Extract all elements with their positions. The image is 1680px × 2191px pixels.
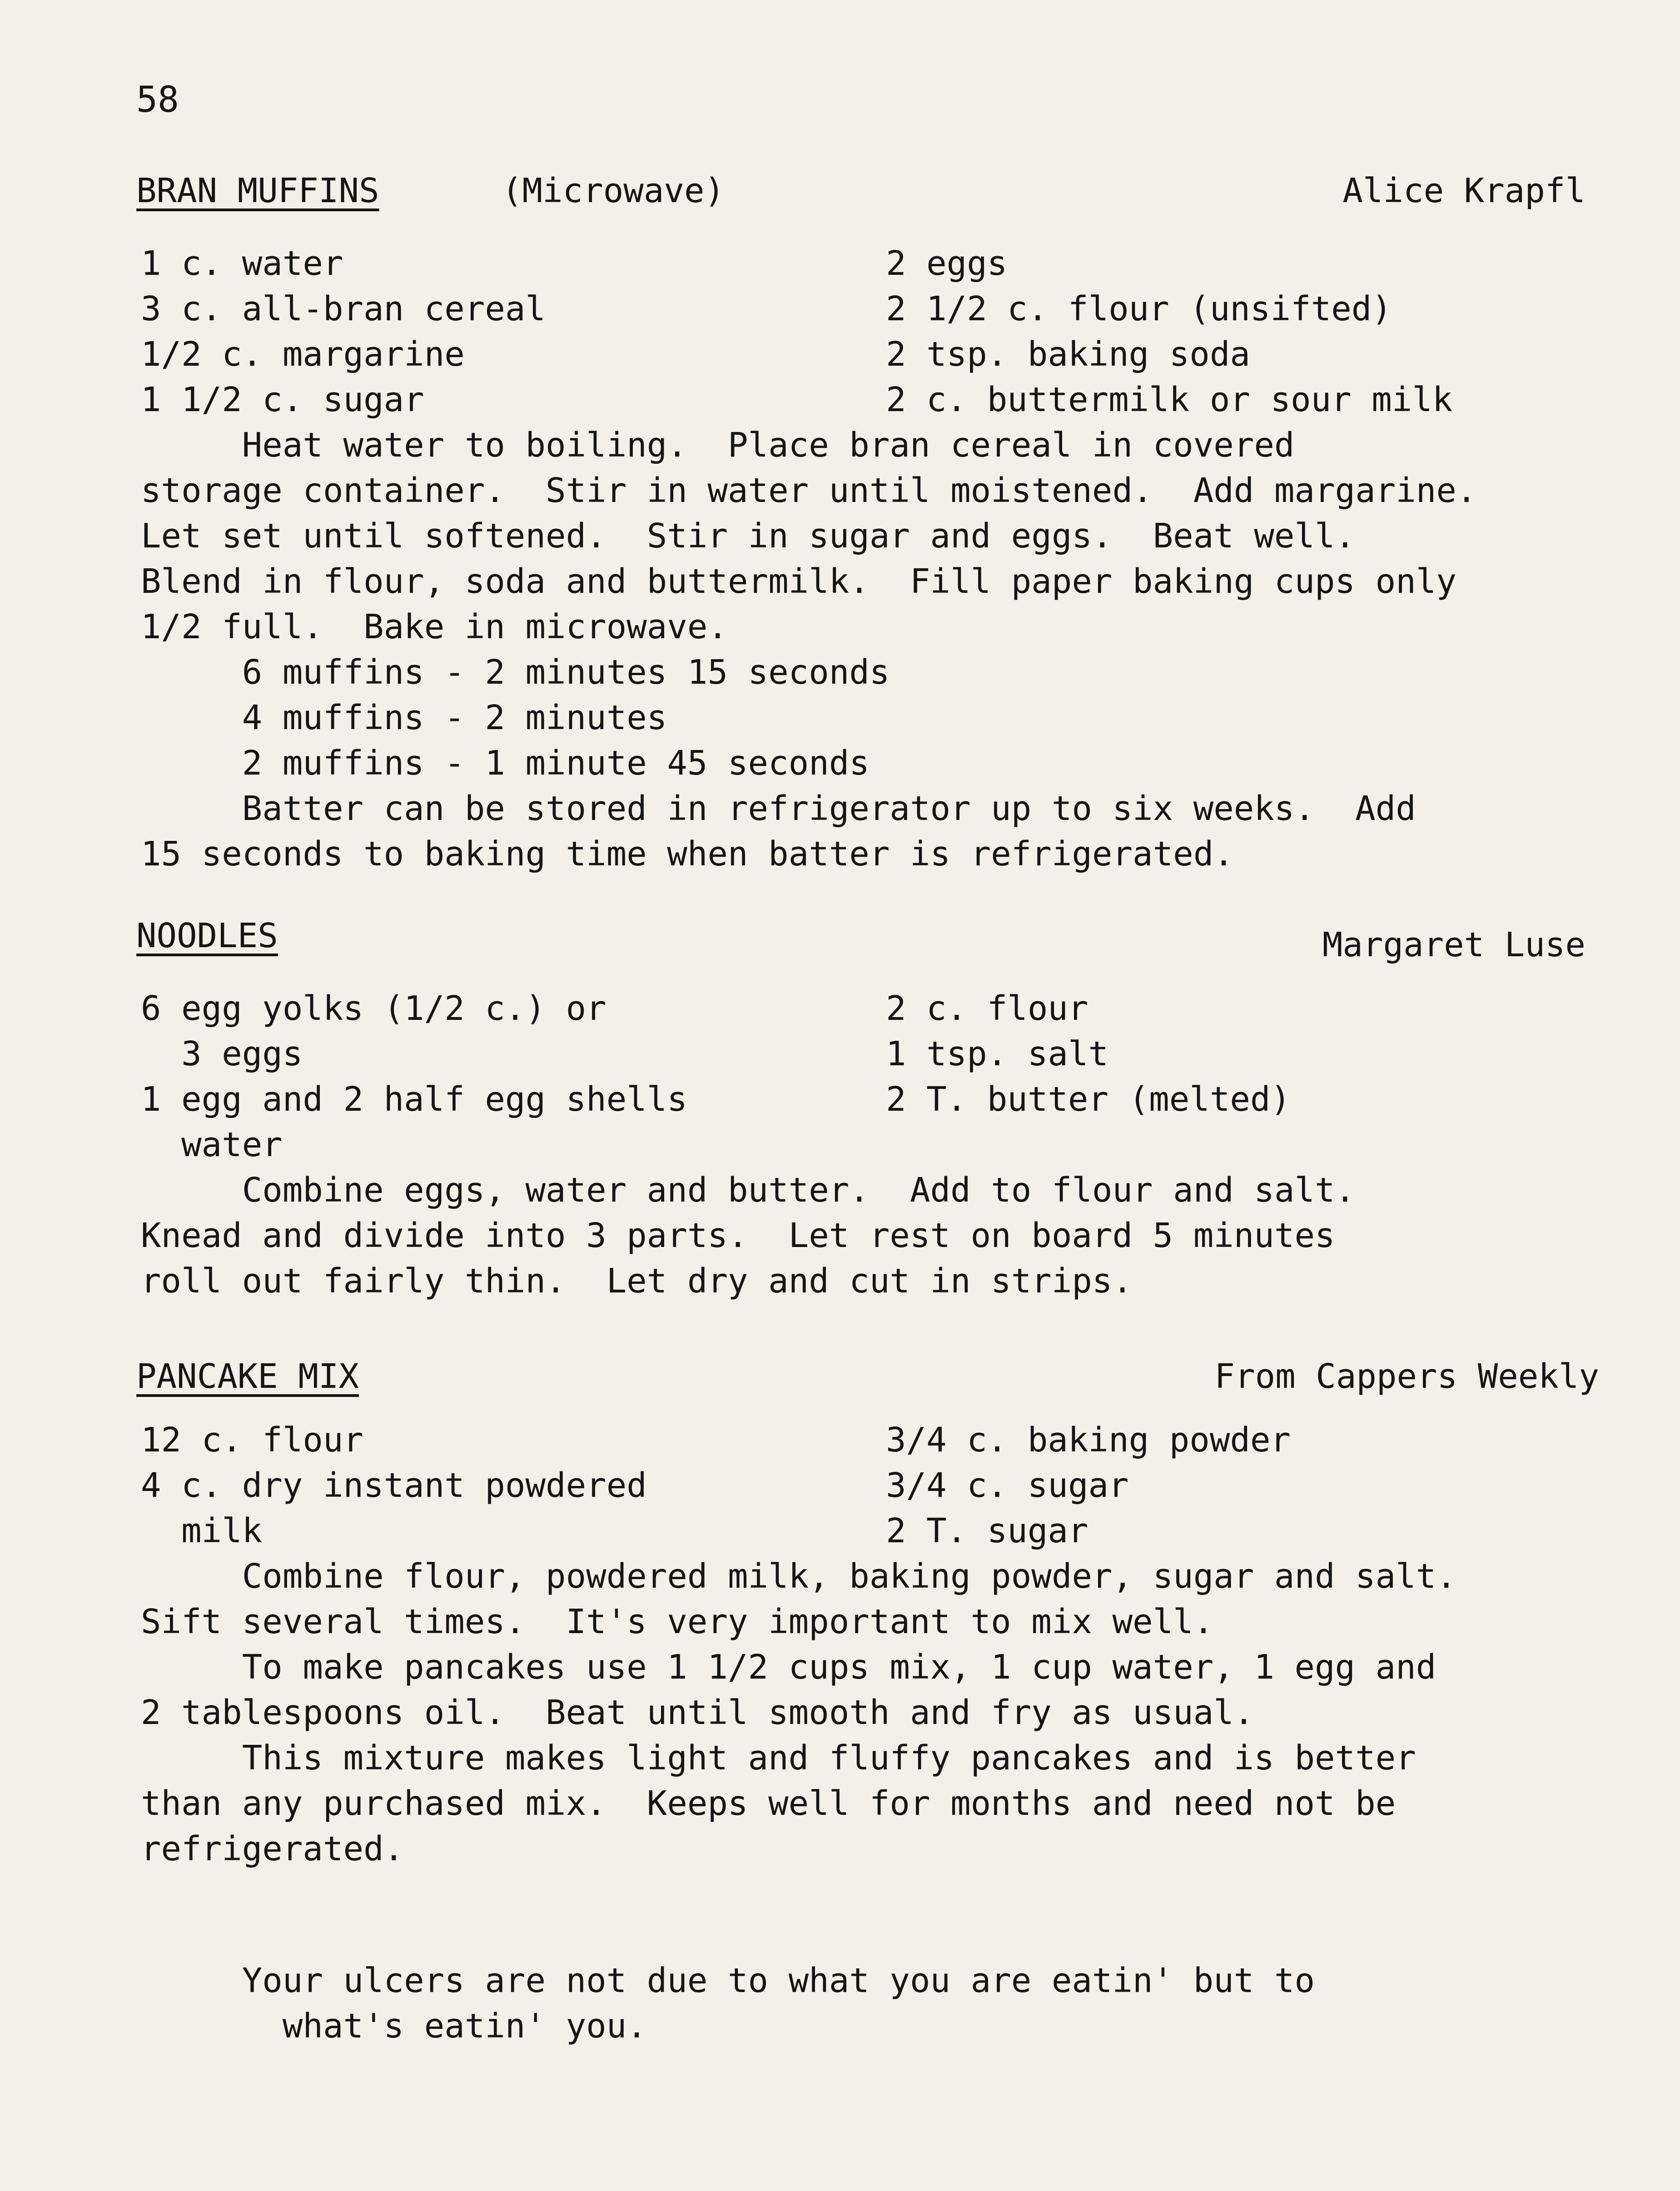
ingredient: 2 tsp. baking soda bbox=[886, 335, 1250, 374]
instruction-line: than any purchased mix. Keeps well for months and need not be bbox=[141, 1784, 1396, 1823]
page-number: 58 bbox=[136, 79, 179, 120]
instruction-line: storage container. Stir in water until moistened. Add margarine. bbox=[141, 471, 1477, 510]
ingredient: 12 c. flour bbox=[141, 1421, 364, 1460]
ingredient: 3 c. all-bran cereal bbox=[141, 289, 546, 328]
ingredient: 1 c. water bbox=[141, 244, 343, 283]
instruction-line: 1/2 full. Bake in microwave. bbox=[141, 607, 728, 646]
ingredient: 4 c. dry instant powdered bbox=[141, 1466, 647, 1505]
instruction-line: Let set until softened. Stir in sugar and eggs. Beat well. bbox=[141, 517, 1356, 556]
ingredient: 2 1/2 c. flour (unsifted) bbox=[886, 289, 1392, 328]
ingredient: 2 c. buttermilk or sour milk bbox=[886, 380, 1453, 419]
instruction-line: To make pancakes use 1 1/2 cups mix, 1 cup water, 1 egg and bbox=[141, 1648, 1436, 1687]
ingredient: 3/4 c. sugar bbox=[886, 1466, 1129, 1505]
recipe-author: Margaret Luse bbox=[1322, 925, 1586, 964]
instruction-line: This mixture makes light and fluffy pancakes and is better bbox=[141, 1739, 1416, 1778]
quote-line: Your ulcers are not due to what you are eatin' but to bbox=[141, 1961, 1315, 2000]
ingredient: 3 eggs bbox=[141, 1034, 303, 1073]
ingredient: 1 tsp. salt bbox=[886, 1034, 1109, 1073]
ingredient: 1/2 c. margarine bbox=[141, 335, 465, 374]
instruction-line: Blend in flour, soda and buttermilk. Fill paper baking cups only bbox=[141, 562, 1456, 601]
ingredient: 2 c. flour bbox=[886, 989, 1089, 1028]
ingredient: 1 egg and 2 half egg shells bbox=[141, 1080, 687, 1119]
ingredient: milk bbox=[141, 1511, 263, 1550]
ingredient: 1 1/2 c. sugar bbox=[141, 380, 424, 419]
instruction-line: Knead and divide into 3 parts. Let rest on board 5 minutes bbox=[141, 1216, 1335, 1255]
instruction-line: 4 muffins - 2 minutes bbox=[141, 698, 667, 737]
instruction-line: Combine flour, powdered milk, baking powder, sugar and salt. bbox=[141, 1557, 1456, 1596]
recipe-subtitle: (Microwave) bbox=[502, 171, 725, 210]
recipe-title: PANCAKE MIX bbox=[136, 1357, 359, 1396]
quote-line: what's eatin' you. bbox=[141, 2007, 647, 2046]
ingredient: 2 T. sugar bbox=[886, 1511, 1089, 1550]
instruction-line: 2 muffins - 1 minute 45 seconds bbox=[141, 744, 870, 783]
recipe-title: BRAN MUFFINS bbox=[136, 171, 379, 210]
recipe-title: NOODLES bbox=[136, 916, 278, 955]
instruction-line: Batter can be stored in refrigerator up to six weeks. Add bbox=[141, 789, 1416, 828]
recipe-author: Alice Krapfl bbox=[1342, 171, 1586, 210]
ingredient: water bbox=[141, 1125, 283, 1164]
instruction-line: roll out fairly thin. Let dry and cut in strips. bbox=[141, 1262, 1133, 1301]
instruction-line: 6 muffins - 2 minutes 15 seconds bbox=[141, 653, 890, 692]
instruction-line: Heat water to boiling. Place bran cereal in covered bbox=[141, 426, 1295, 465]
ingredient: 3/4 c. baking powder bbox=[886, 1421, 1291, 1460]
instruction-line: refrigerated. bbox=[141, 1829, 404, 1868]
instruction-line: 15 seconds to baking time when batter is refrigerated. bbox=[141, 835, 1234, 874]
recipe-author: From Cappers Weekly bbox=[1214, 1357, 1599, 1396]
ingredient: 2 eggs bbox=[886, 244, 1008, 283]
instruction-line: Combine eggs, water and butter. Add to flour and salt. bbox=[141, 1171, 1356, 1210]
ingredient: 2 T. butter (melted) bbox=[886, 1080, 1291, 1119]
instruction-line: 2 tablespoons oil. Beat until smooth and fry as usual. bbox=[141, 1693, 1254, 1732]
instruction-line: Sift several times. It's very important to mix well. bbox=[141, 1602, 1214, 1641]
ingredient: 6 egg yolks (1/2 c.) or bbox=[141, 989, 606, 1028]
